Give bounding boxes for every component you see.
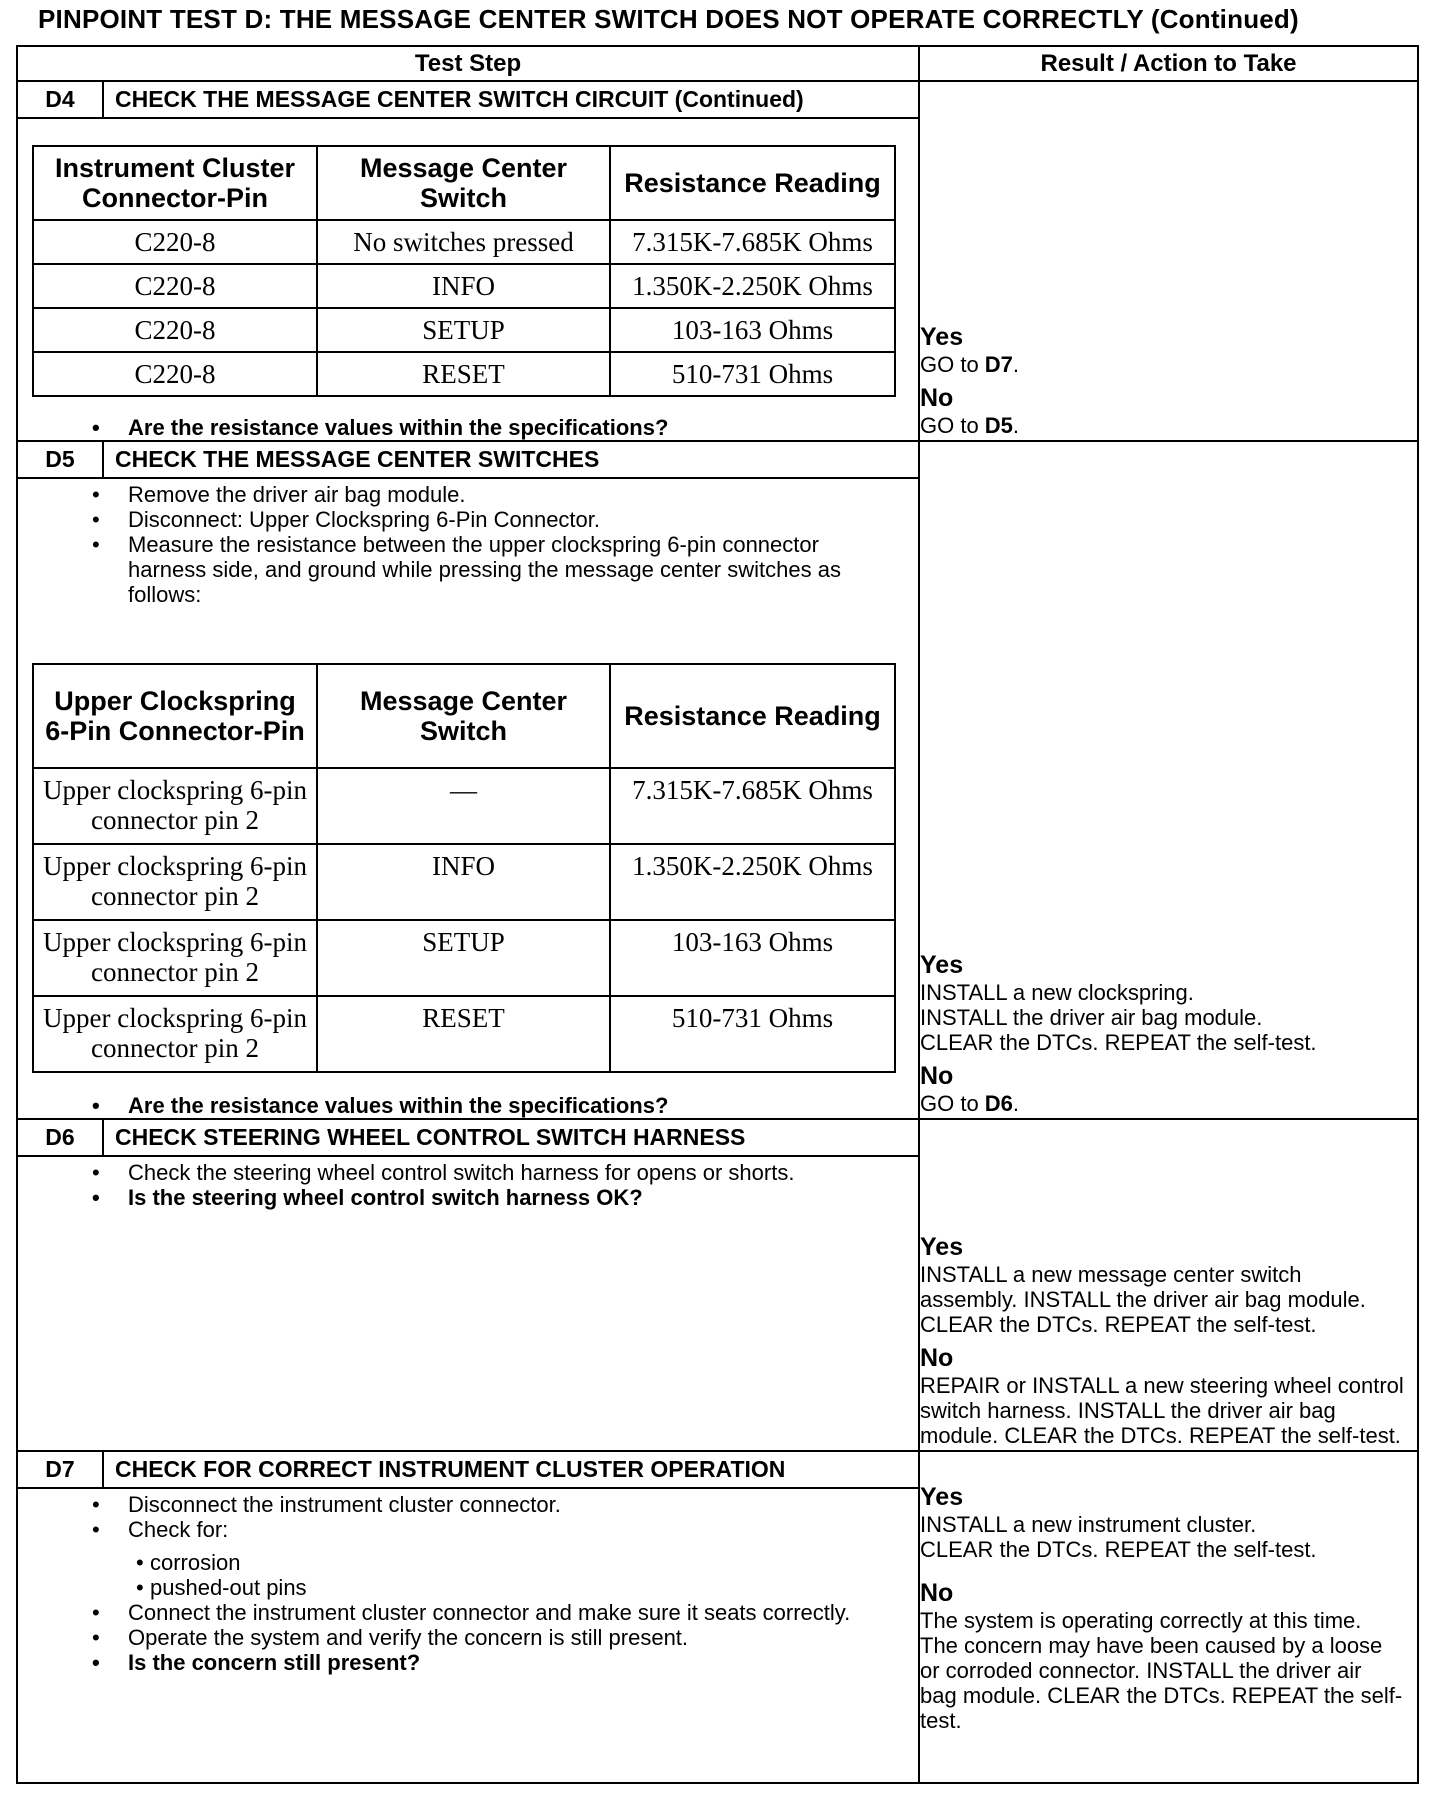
column-header-row — [17, 46, 1418, 81]
d7-bullet-4: • Operate the system and verify the concern is still present. — [128, 1625, 888, 1650]
d5-result-cell — [919, 441, 1418, 1119]
d5-row2-switch: INFO — [317, 844, 610, 920]
d7-yes-line-2: CLEAR the DTCs. REPEAT the self-test. — [920, 1537, 1317, 1562]
table-row — [33, 844, 895, 920]
step-d5-cell — [17, 441, 919, 1119]
d4-table-header-row — [33, 146, 895, 220]
d4-row2-pin: C220-8 — [33, 264, 317, 308]
d7-result-cell — [919, 1451, 1418, 1783]
d4-resistance-table — [32, 145, 896, 397]
d5-no-text: GO to — [920, 1091, 985, 1116]
step-d7-header — [18, 1452, 918, 1489]
step-d4-header — [18, 82, 918, 119]
d4-row2-switch: INFO — [317, 264, 610, 308]
d5-bullet-list — [18, 482, 918, 607]
d5-row1-resistance: 7.315K-7.685K Ohms — [610, 768, 895, 844]
d7-sub-list — [128, 1550, 888, 1600]
d5-row1-pin: Upper clockspring 6-pin connector pin 2 — [33, 768, 317, 844]
d5-no-period: . — [1012, 1091, 1020, 1116]
d5-header-resistance: Resistance Reading — [610, 664, 895, 768]
d7-no-text: The system is operating correctly at this time. The concern may have been caused by a loose or corroded connector. INSTALL the driver air bag module. CLEAR the DTCs. REPEAT the self-test. — [920, 1608, 1403, 1733]
d4-row1-switch: No switches pressed — [317, 220, 610, 264]
d5-row4-switch: RESET — [317, 996, 610, 1072]
d5-yes-line-1: INSTALL a new clockspring. — [920, 980, 1194, 1005]
table-row — [33, 768, 895, 844]
step-d6-header — [18, 1120, 918, 1157]
step-d4-title: CHECK THE MESSAGE CENTER SWITCH CIRCUIT (Continued) — [115, 86, 804, 112]
step-d6-title: CHECK STEERING WHEEL CONTROL SWITCH HARNESS — [115, 1124, 746, 1150]
d4-question-list — [18, 415, 918, 440]
d4-row3-pin: C220-8 — [33, 308, 317, 352]
d5-resistance-table — [32, 663, 896, 1073]
d7-no-label: No — [920, 1579, 954, 1607]
table-row — [33, 996, 895, 1072]
step-d7-title: CHECK FOR CORRECT INSTRUMENT CLUSTER OPERATION — [115, 1456, 786, 1482]
d5-row3-resistance: 103-163 Ohms — [610, 920, 895, 996]
d4-question: • Are the resistance values within the specifications? — [128, 415, 918, 440]
d6-no-text: REPAIR or INSTALL a new steering wheel control switch harness. INSTALL the driver air bag module. CLEAR the DTCs. REPEAT the self-test. — [920, 1373, 1404, 1448]
step-d4-cell — [17, 81, 919, 441]
d5-yes-line-3: CLEAR the DTCs. REPEAT the self-test. — [920, 1030, 1317, 1055]
d4-no-label: No — [920, 384, 954, 412]
d7-bullet-2 — [128, 1517, 888, 1600]
d6-yes-text: INSTALL a new message center switch assembly. INSTALL the driver air bag module. CLEAR the DTCs. REPEAT the self-test. — [920, 1262, 1366, 1337]
step-d6-cell — [17, 1119, 919, 1451]
d7-bullet-2-text: Check for: — [128, 1517, 229, 1542]
d5-row3-pin: Upper clockspring 6-pin connector pin 2 — [33, 920, 317, 996]
result-header: Result / Action to Take — [919, 46, 1418, 81]
d4-row4-resistance: 510-731 Ohms — [610, 352, 895, 396]
step-d4-row — [17, 81, 1418, 441]
d6-bullet-list — [18, 1160, 918, 1210]
step-d7-cell — [17, 1451, 919, 1783]
d5-row3-switch: SETUP — [317, 920, 610, 996]
pinpoint-test-table — [16, 45, 1419, 1784]
d6-result-cell — [919, 1119, 1418, 1451]
d4-row1-pin: C220-8 — [33, 220, 317, 264]
d4-row3-switch: SETUP — [317, 308, 610, 352]
d5-row2-resistance: 1.350K-2.250K Ohms — [610, 844, 895, 920]
d5-no-action — [920, 1091, 1417, 1118]
d6-question: • Is the steering wheel control switch harness OK? — [128, 1185, 858, 1210]
d4-yes-target: D7 — [984, 352, 1013, 377]
d5-table-header-row — [33, 664, 895, 768]
d4-yes-text: GO to — [920, 352, 985, 377]
d5-header-switch: Message Center Switch — [317, 664, 610, 768]
d4-no-action — [920, 413, 1417, 440]
d6-bullet-1: • Check the steering wheel control switch harness for opens or shorts. — [128, 1160, 858, 1185]
d4-yes-label: Yes — [920, 323, 964, 351]
d5-bullet-3: • Measure the resistance between the upper clockspring 6-pin connector harness side, and ground while pressing the message center switches as follows: — [128, 532, 888, 607]
d7-bullet-1: • Disconnect the instrument cluster connector. — [128, 1492, 888, 1517]
d4-row2-resistance: 1.350K-2.250K Ohms — [610, 264, 895, 308]
table-row — [33, 920, 895, 996]
d4-no-period: . — [1012, 413, 1020, 438]
d5-question: • Are the resistance values within the specifications? — [128, 1093, 918, 1118]
step-d6-row — [17, 1119, 1418, 1451]
d5-row4-resistance: 510-731 Ohms — [610, 996, 895, 1072]
table-row — [33, 220, 895, 264]
step-d5-header — [18, 442, 918, 479]
d7-sub-2: • pushed-out pins — [150, 1575, 888, 1600]
d5-header-connector-pin: Upper Clockspring 6-Pin Connector-Pin — [33, 664, 317, 768]
d4-yes-action — [920, 352, 1417, 377]
d5-bullet-2: • Disconnect: Upper Clockspring 6-Pin Connector. — [128, 507, 888, 532]
d4-row4-switch: RESET — [317, 352, 610, 396]
test-step-header: Test Step — [17, 46, 919, 81]
d4-no-text: GO to — [920, 413, 985, 438]
d7-sub-1: • corrosion — [150, 1550, 888, 1575]
d4-header-connector-pin: Instrument Cluster Connector-Pin — [33, 146, 317, 220]
step-d5-title: CHECK THE MESSAGE CENTER SWITCHES — [115, 446, 600, 472]
step-d5-row — [17, 441, 1418, 1119]
step-d6-id: D6 — [18, 1120, 104, 1155]
d4-row1-resistance: 7.315K-7.685K Ohms — [610, 220, 895, 264]
d4-result-cell — [919, 81, 1418, 441]
table-row — [33, 352, 895, 396]
d5-row1-switch: — — [317, 768, 610, 844]
d4-row3-resistance: 103-163 Ohms — [610, 308, 895, 352]
step-d7-row — [17, 1451, 1418, 1783]
d5-no-label: No — [920, 1062, 954, 1090]
d7-bullet-list — [18, 1492, 918, 1675]
table-row — [33, 264, 895, 308]
d4-yes-period: . — [1012, 352, 1020, 377]
d5-bullet-1: • Remove the driver air bag module. — [128, 482, 888, 507]
d7-yes-line-1: INSTALL a new instrument cluster. — [920, 1512, 1257, 1537]
step-d7-id: D7 — [18, 1452, 104, 1487]
d5-question-list — [18, 1093, 918, 1118]
d7-bullet-3: • Connect the instrument cluster connector and make sure it seats correctly. — [128, 1600, 888, 1625]
page-title: PINPOINT TEST D: THE MESSAGE CENTER SWITCH DOES NOT OPERATE CORRECTLY (Continued) — [38, 4, 1299, 34]
d4-no-target: D5 — [984, 413, 1013, 438]
d5-yes-label: Yes — [920, 951, 964, 979]
d5-row4-pin: Upper clockspring 6-pin connector pin 2 — [33, 996, 317, 1072]
d5-row2-pin: Upper clockspring 6-pin connector pin 2 — [33, 844, 317, 920]
d4-header-switch: Message Center Switch — [317, 146, 610, 220]
d6-yes-label: Yes — [920, 1233, 964, 1261]
step-d5-id: D5 — [18, 442, 104, 477]
d7-question: • Is the concern still present? — [128, 1650, 888, 1675]
d7-yes-label: Yes — [920, 1483, 964, 1511]
d4-header-resistance: Resistance Reading — [610, 146, 895, 220]
d5-no-target: D6 — [984, 1091, 1013, 1116]
d4-row4-pin: C220-8 — [33, 352, 317, 396]
step-d4-id: D4 — [18, 82, 104, 117]
d6-no-label: No — [920, 1344, 954, 1372]
table-row — [33, 308, 895, 352]
d5-yes-line-2: INSTALL the driver air bag module. — [920, 1005, 1263, 1030]
